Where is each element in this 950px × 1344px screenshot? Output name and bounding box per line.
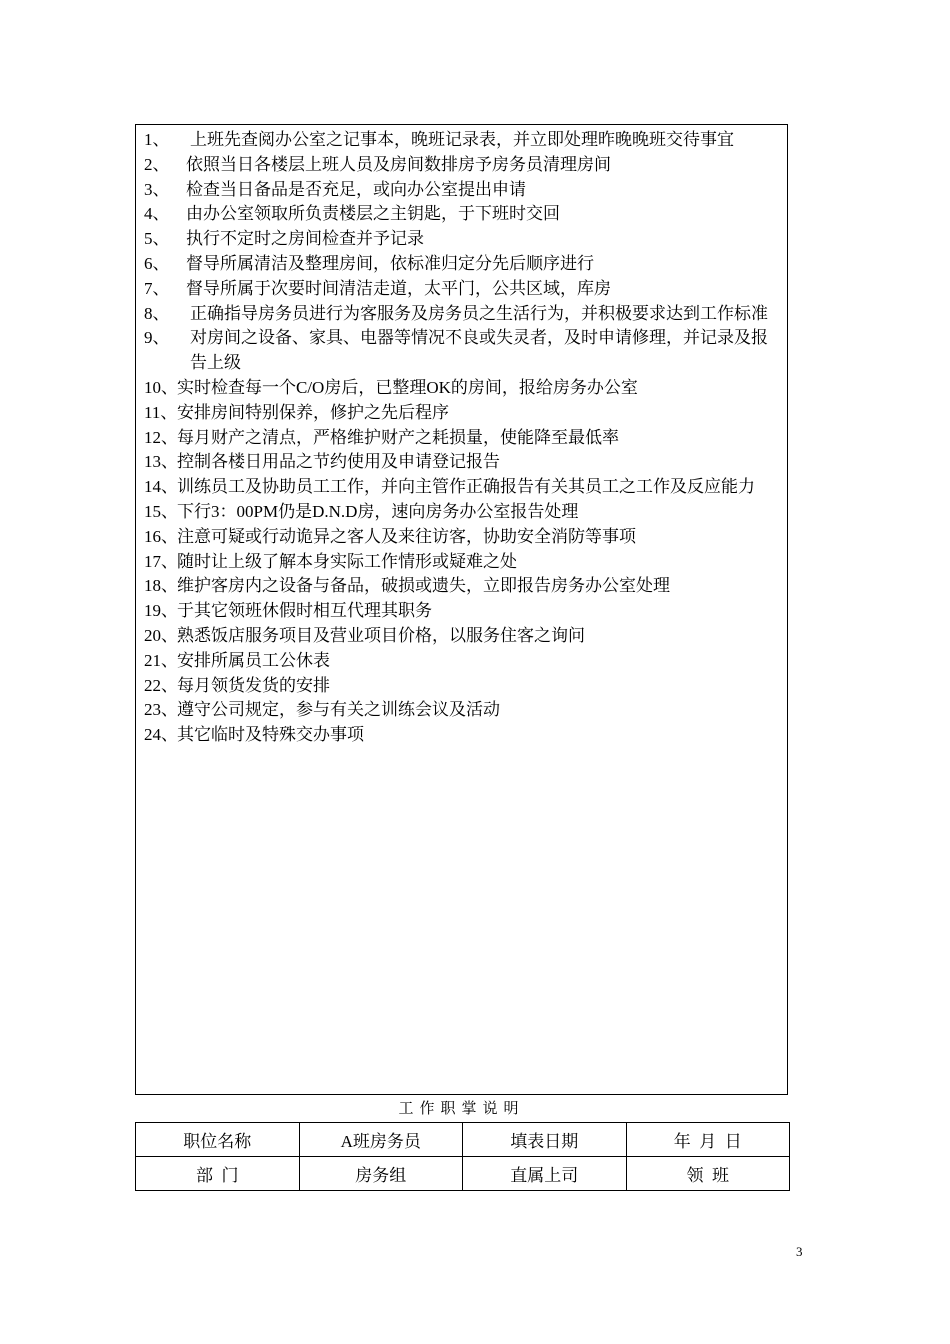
list-item [144, 401, 783, 426]
duty-number: 10、 [144, 377, 178, 397]
duty-number: 9、 [144, 328, 170, 348]
duty-number: 4、 [144, 204, 170, 224]
list-item [144, 202, 783, 227]
list-item [144, 574, 783, 599]
duty-text: 注意可疑或行动诡异之客人及来往访客，协助安全消防等事项 [177, 526, 636, 546]
list-item [144, 624, 783, 649]
duty-number: 5、 [144, 229, 170, 249]
duty-number: 17、 [144, 551, 178, 571]
duty-number: 12、 [144, 427, 178, 447]
list-item [144, 153, 783, 178]
duty-text: 于其它领班休假时相互代理其职务 [177, 601, 432, 621]
list-item [144, 698, 783, 723]
duty-text: 控制各楼日用品之节约使用及申请登记报告 [177, 452, 500, 472]
list-item [144, 525, 783, 550]
duty-text: 每月财产之清点，严格维护财产之耗损量，使能降至最低率 [177, 427, 619, 447]
list-item [144, 376, 783, 401]
duty-number: 11、 [144, 402, 178, 422]
duty-text: 检查当日备品是否充足，或向办公室提出申请 [186, 179, 526, 199]
supervisor-value: 领 班 [626, 1157, 790, 1191]
duty-text: 下行3：00PM仍是D.N.D房，速向房务办公室报告处理 [177, 501, 579, 521]
duty-text: 督导所属于次要时间清洁走道，太平门，公共区域，库房 [186, 278, 611, 298]
duty-list [136, 125, 787, 748]
duty-text: 正确指导房务员进行为客服务及房务员之生活行为，并积极要求达到工作标准 [190, 303, 768, 323]
duty-number: 14、 [144, 477, 178, 497]
list-item [144, 302, 783, 327]
duty-text: 熟悉饭店服务项目及营业项目价格，以服务住客之询问 [177, 625, 585, 645]
duty-number: 23、 [144, 700, 178, 720]
list-item [144, 674, 783, 699]
duty-text: 实时检查每一个C/O房后，已整理OK的房间，报给房务办公室 [177, 377, 638, 397]
list-item [144, 178, 783, 203]
supervisor-label: 直属上司 [463, 1157, 627, 1191]
duty-number: 22、 [144, 675, 178, 695]
list-item [144, 277, 783, 302]
duty-text: 安排所属员工公休表 [177, 650, 330, 670]
list-item [144, 649, 783, 674]
table-row [136, 1157, 790, 1191]
duty-number: 13、 [144, 452, 178, 472]
duty-number: 8、 [144, 303, 170, 323]
duty-text: 执行不定时之房间检查并予记录 [186, 229, 424, 249]
duty-number: 6、 [144, 253, 170, 273]
list-item [144, 500, 783, 525]
table-row [136, 1123, 790, 1157]
list-item [144, 450, 783, 475]
fill-date-label: 填表日期 [463, 1123, 627, 1157]
list-item [144, 550, 783, 575]
list-item [144, 475, 783, 500]
list-item [144, 599, 783, 624]
duty-number: 3、 [144, 179, 170, 199]
duty-number: 24、 [144, 725, 178, 745]
duty-text: 依照当日各楼层上班人员及房间数排房予房务员清理房间 [186, 154, 611, 174]
duty-text: 维护客房内之设备与备品，破损或遗失，立即报告房务办公室处理 [177, 576, 670, 596]
job-duties-box [135, 124, 788, 1095]
fill-date-value: 年 月 日 [626, 1123, 790, 1157]
list-item [144, 326, 783, 376]
duty-text: 每月领货发货的安排 [177, 675, 330, 695]
department-label: 部 门 [136, 1157, 300, 1191]
duty-number: 21、 [144, 650, 178, 670]
duty-number: 7、 [144, 278, 170, 298]
duty-text: 上班先查阅办公室之记事本，晚班记录表，并立即处理昨晚晚班交待事宜 [190, 130, 734, 149]
duty-text: 训练员工及协助员工工作，并向主管作正确报告有关其员工之工作及反应能力 [177, 477, 755, 497]
section-title: 工作职掌说明 [398, 1101, 525, 1117]
list-item [144, 723, 783, 748]
duty-number: 15、 [144, 501, 178, 521]
job-info-table [135, 1122, 790, 1191]
duty-text: 对房间之设备、家具、电器等情况不良或失灵者，及时申请修理，并记录及报告上级 [190, 328, 768, 373]
duty-number: 2、 [144, 154, 170, 174]
position-name-label: 职位名称 [136, 1123, 300, 1157]
duty-text: 其它临时及特殊交办事项 [177, 725, 364, 745]
duty-number: 18、 [144, 576, 178, 596]
list-item [144, 227, 783, 252]
duty-number: 1、 [144, 130, 170, 149]
list-item [144, 128, 783, 153]
duty-number: 16、 [144, 526, 178, 546]
duty-text: 安排房间特别保养，修护之先后程序 [177, 402, 449, 422]
duty-text: 督导所属清洁及整理房间，依标准归定分先后顺序进行 [186, 253, 594, 273]
duty-text: 随时让上级了解本身实际工作情形或疑难之处 [177, 551, 517, 571]
duty-text: 由办公室领取所负责楼层之主钥匙，于下班时交回 [186, 204, 560, 224]
department-value: 房务组 [299, 1157, 463, 1191]
page-number: 3 [796, 1244, 803, 1259]
duty-text: 遵守公司规定，参与有关之训练会议及活动 [177, 700, 500, 720]
duty-number: 19、 [144, 601, 178, 621]
duty-number: 20、 [144, 625, 178, 645]
list-item [144, 252, 783, 277]
list-item [144, 426, 783, 451]
position-name-value: A班房务员 [299, 1123, 463, 1157]
